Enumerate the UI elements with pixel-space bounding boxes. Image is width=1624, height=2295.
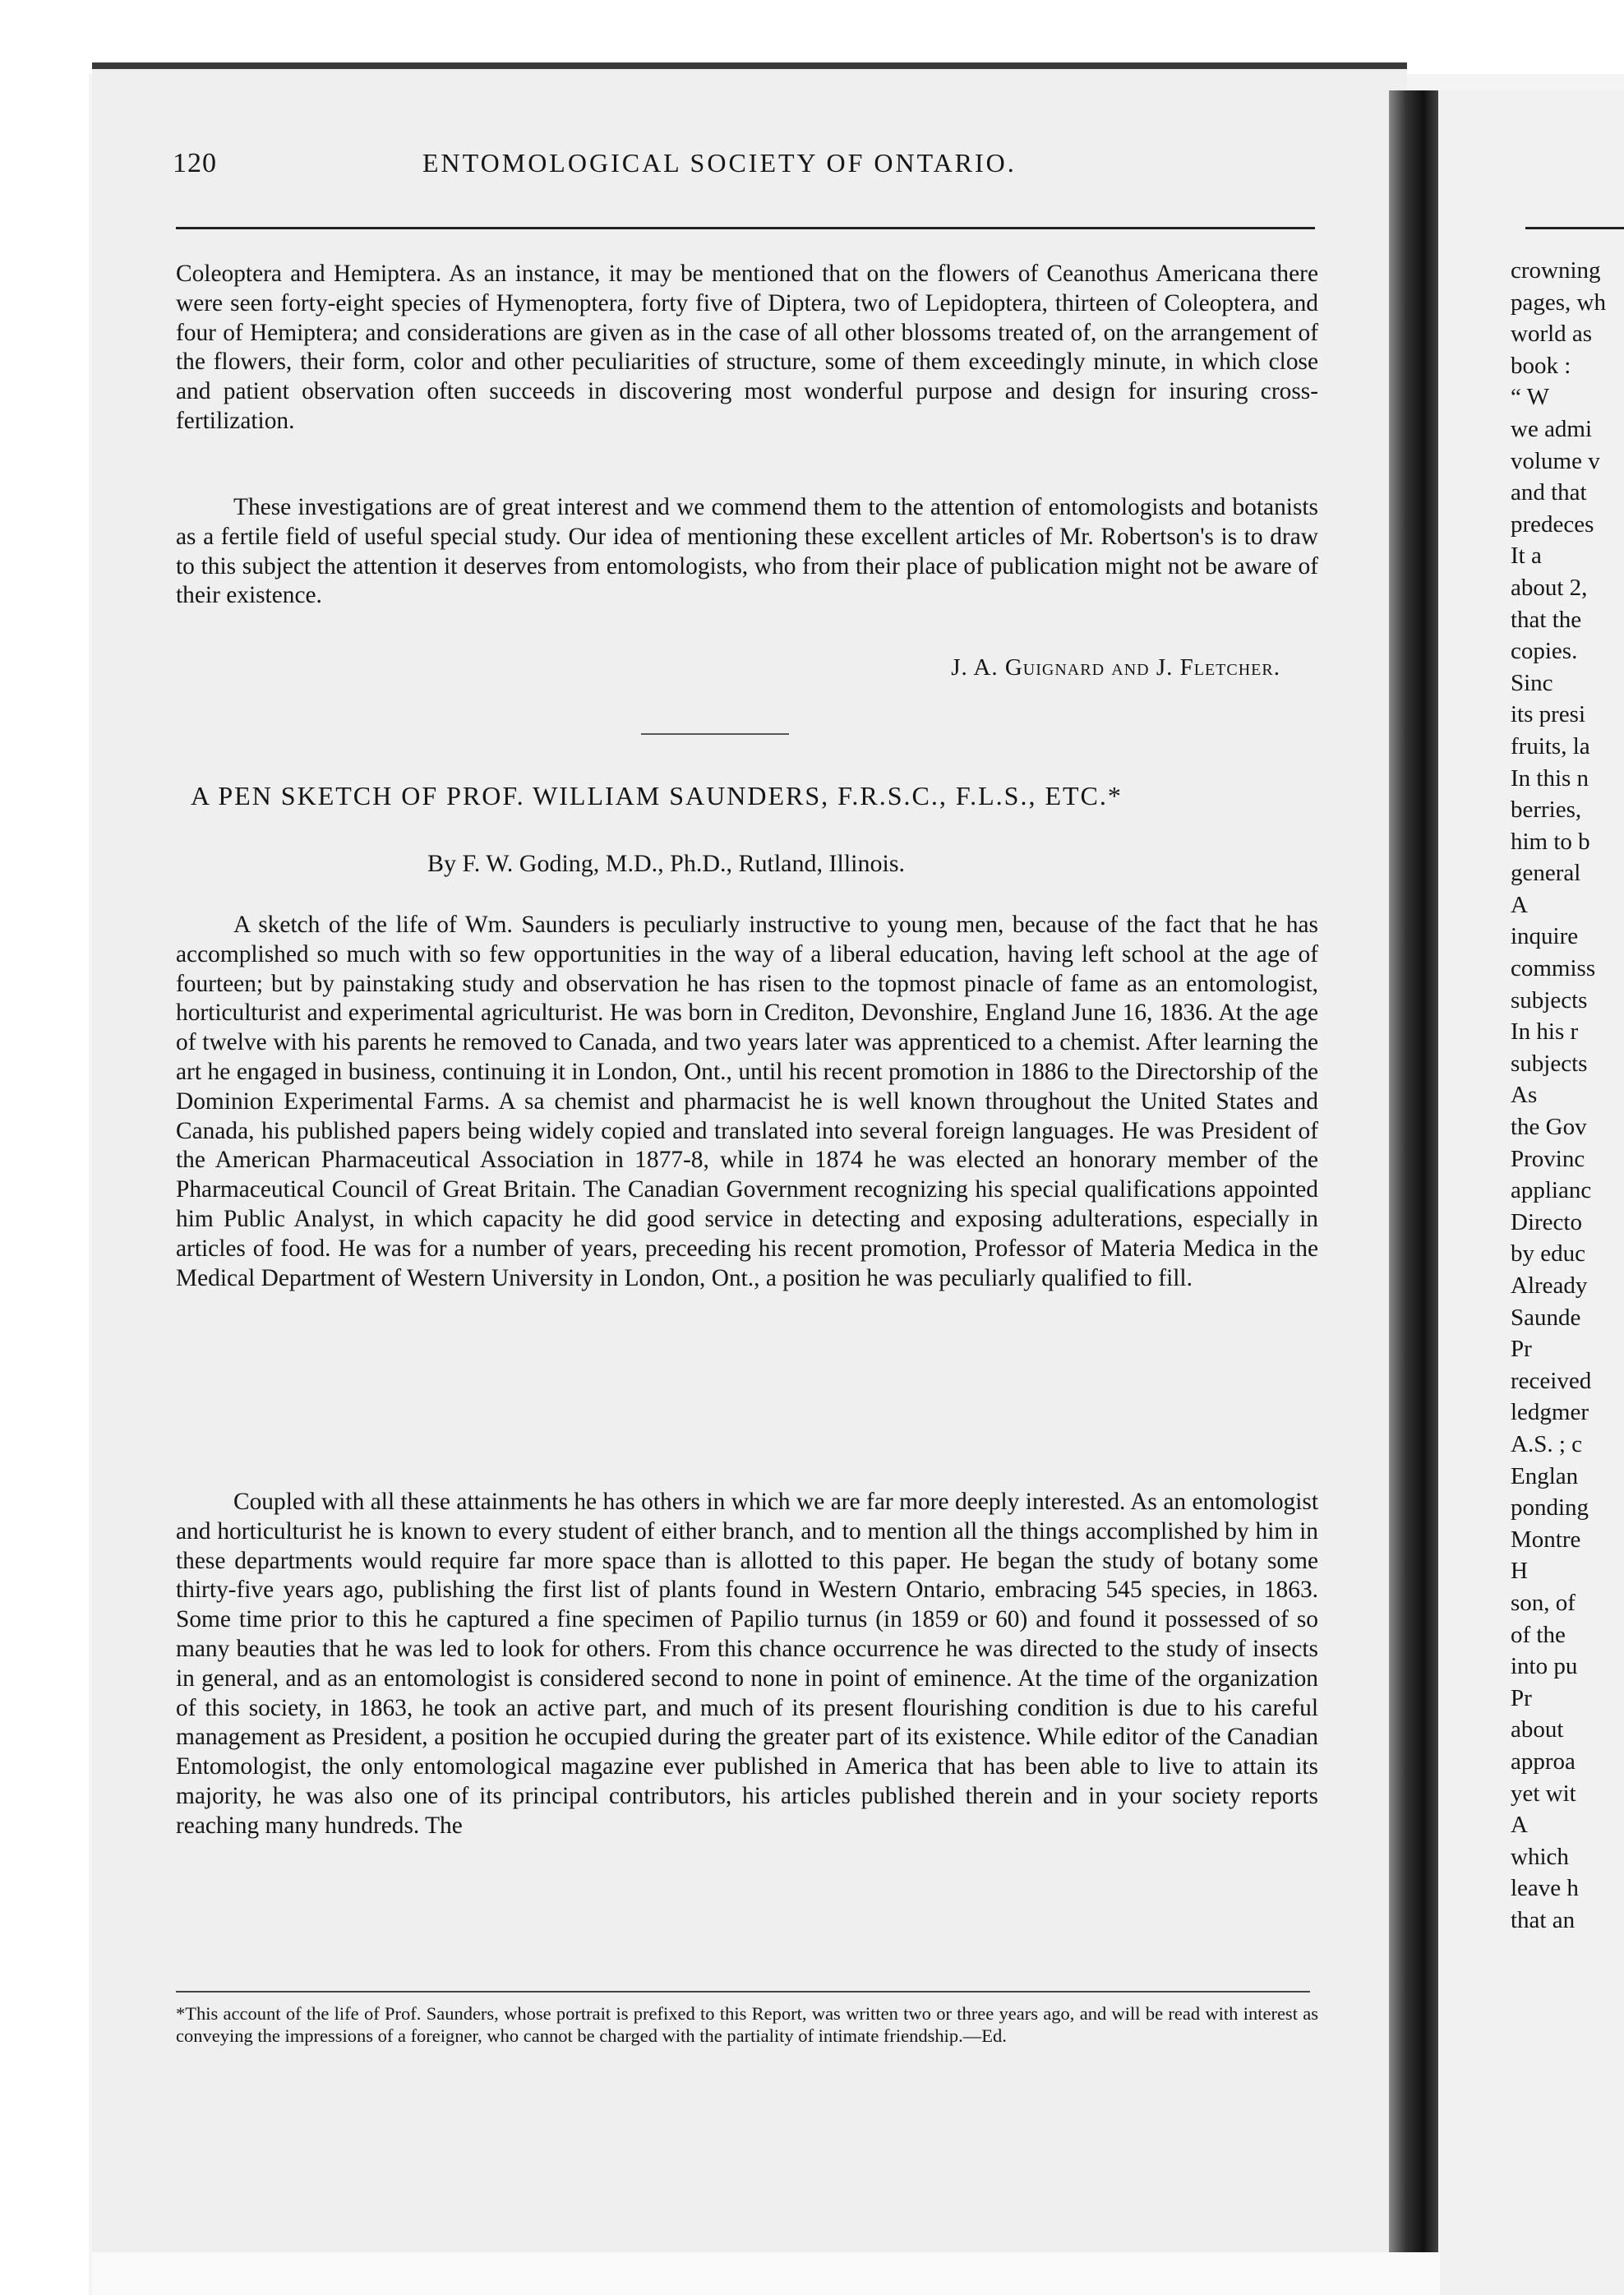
line-fragment: volume v	[1511, 447, 1600, 474]
line-fragment: Saunde	[1511, 1304, 1581, 1331]
line-fragment: its presi	[1511, 701, 1586, 728]
paragraph-investigations	[176, 493, 1318, 611]
line-fragment: Directo	[1511, 1208, 1582, 1235]
line-fragment: and that	[1511, 479, 1587, 506]
scan-margin-left	[0, 0, 89, 2295]
line-fragment: yet wit	[1511, 1780, 1576, 1807]
scan-margin-bottom	[92, 2252, 1440, 2295]
line-fragment: Pr	[1511, 1684, 1532, 1711]
paragraph-text: Coupled with all these attainments he has others in which we are far more deeply interested. As an entomologist and horticulturist he is known to every student of either branch, and to mention all the things accomplished by him in these departments would require far more space than is allotted to this paper. He began the study of botany some thirty-five years ago, publishing the first list of plants found in Western Ontario, embracing 545 species, in 1863. Some time prior to this he captured a fine specimen of Papilio turnus (in 1859 or 60) and found it possessed of so many beauties that he was led to look for others. From this chance occurrence he was directed to the study of insects in general, and as an entomologist is considered second to none in point of eminence. At the time of the organization of this society, in 1863, he took an active part, and much of its present flourishing condition is due to his careful management as President, a position he occupied during the greater part of its existence. While editor of the Canadian Entomologist, the only entomological magazine ever published in America that has been able to live to attain its majority, he was also one of its principal contributors, his articles published therein and in your society reports reaching many hundreds. The	[176, 1489, 1318, 1839]
line-fragment: leave h	[1511, 1875, 1579, 1902]
line-fragment: It a	[1511, 543, 1542, 570]
line-fragment: subjects	[1511, 1050, 1588, 1077]
paragraph-attainments	[176, 1488, 1318, 1841]
paragraph-text: Coleoptera and Hemiptera. As an instance, it may be mentioned that on the flowers of Ceanothus Americana there were seen forty-eight species of Hymenoptera, forty five of Diptera, two of Lepidoptera, thirteen of Coleoptera, and four of Hemiptera; and considerations are given as in the case of all other blossoms treated of, on the arrangement of the flowers, their form, color and other peculiarities of structure, some of them exceedingly minute, in which close and patient observation often succeeds in discovering most wonderful purpose and design for insuring cross-fertilization.	[176, 261, 1318, 434]
line-fragment: commiss	[1511, 955, 1596, 982]
line-fragment: that an	[1511, 1906, 1576, 1933]
line-fragment: by educ	[1511, 1240, 1585, 1268]
line-fragment: As	[1511, 1082, 1538, 1109]
authors-signature: J. A. Guignard and J. Fletcher.	[951, 654, 1280, 681]
line-fragment: In this n	[1511, 764, 1589, 792]
section-divider	[641, 733, 789, 735]
line-fragment: Provinc	[1511, 1145, 1585, 1172]
line-fragment: crowning	[1511, 257, 1601, 284]
line-fragment: about 2,	[1511, 574, 1588, 601]
line-fragment: Montre	[1511, 1526, 1581, 1553]
line-fragment: book :	[1511, 352, 1571, 379]
line-fragment: “ W	[1511, 384, 1549, 411]
line-fragment: Pr	[1511, 1336, 1532, 1363]
right-page-text	[1511, 255, 1624, 1936]
line-fragment: world as	[1511, 321, 1593, 348]
line-fragment: Sinc	[1511, 669, 1553, 696]
line-fragment: fruits, la	[1511, 732, 1590, 760]
line-fragment: predeces	[1511, 510, 1594, 538]
line-fragment: pages, wh	[1511, 289, 1606, 316]
running-head: ENTOMOLOGICAL SOCIETY OF ONTARIO.	[422, 148, 1017, 178]
line-fragment: ponding	[1511, 1494, 1589, 1522]
line-fragment: which	[1511, 1843, 1569, 1870]
line-fragment: inquire	[1511, 923, 1579, 950]
paragraph-text: These investigations are of great interest and we commend them to the attention of entomologists and botanists as a fertile field of useful special study. Our idea of mentioning these excellent articles of Mr. Robertson's is to draw to this subject the attention it deserves from entomologists, who from their place of publication might not be aware of their existence.	[176, 494, 1318, 609]
line-fragment: copies.	[1511, 638, 1578, 665]
line-fragment: son, of	[1511, 1589, 1576, 1616]
header-rule	[176, 227, 1315, 229]
line-fragment: approa	[1511, 1748, 1576, 1775]
page-header	[173, 148, 1315, 197]
paragraph-text: A sketch of the life of Wm. Saunders is peculiarly instructive to young men, because of the fact that he has accomplished so much with so few opportunities in the way of a liberal education, having left school at the age of fourteen; but by painstaking study and observation he has risen to the topmost pinacle of fame as an entomologist, horticulturist and experimental agriculturist. He was born in Crediton, Devonshire, England June 16, 1836. At the age of twelve with his parents he removed to Canada, and two years later was apprenticed to a chemist. After learning the art he engaged in business, continuing it in London, Ont., until his recent promotion in 1886 to the Directorship of the Dominion Experimental Farms. A sa chemist and pharmacist he is well known throughout the United States and Canada, his published papers being widely copied and translated into several foreign languages. He was President of the American Pharmaceutical Association in 1877-8, while in 1874 he was elected an honorary member of the Pharmaceutical Council of Great Britain. The Canadian Government recognizing his special qualifications appointed him Public Analyst, in which capacity he did good service in detecting and exposing adulterations, especially in articles of food. He was for a number of years, preceeding his recent promotion, Professor of Materia Medica in the Medical Department of Western University in London, Ont., a position he was peculiarly qualified to fill.	[176, 912, 1318, 1291]
article-title: A PEN SKETCH OF PROF. WILLIAM SAUNDERS, F.R.S.C., F.L.S., ETC.*	[191, 781, 1123, 810]
book-gutter-shadow	[1389, 90, 1438, 2285]
right-page-fragment	[1440, 90, 1624, 2295]
line-fragment: Already	[1511, 1272, 1588, 1299]
article-byline: By F. W. Goding, M.D., Ph.D., Rutland, Illinois.	[427, 850, 906, 877]
line-fragment: the Gov	[1511, 1114, 1587, 1141]
line-fragment: applianc	[1511, 1177, 1592, 1204]
line-fragment: we admi	[1511, 415, 1593, 442]
line-fragment: A	[1511, 891, 1528, 918]
footnote: *This account of the life of Prof. Saunders, whose portrait is prefixed to this Report, was written two or three years ago, and will be read with interest as conveying the impressions of a foreigner, who cannot be charged with the partiality of intimate friendship.—Ed.	[176, 2003, 1318, 2046]
footnote-rule	[176, 1991, 1310, 1993]
paragraph-sketch	[176, 911, 1318, 1293]
line-fragment: about	[1511, 1716, 1564, 1743]
header-rule	[1525, 227, 1624, 229]
line-fragment: H	[1511, 1558, 1528, 1585]
line-fragment: ledgmer	[1511, 1399, 1589, 1426]
line-fragment: subjects	[1511, 986, 1588, 1014]
line-fragment: general	[1511, 860, 1581, 887]
page-number: 120	[173, 148, 217, 178]
paragraph-continued	[176, 260, 1318, 436]
line-fragment: received	[1511, 1367, 1592, 1394]
line-fragment: A	[1511, 1812, 1528, 1839]
line-fragment: of the	[1511, 1621, 1566, 1648]
line-fragment: into pu	[1511, 1653, 1578, 1680]
line-fragment: A.S. ; c	[1511, 1430, 1582, 1457]
line-fragment: Englan	[1511, 1462, 1579, 1489]
line-fragment: that the	[1511, 606, 1582, 633]
line-fragment: In his r	[1511, 1018, 1579, 1046]
line-fragment: him to b	[1511, 828, 1590, 855]
line-fragment: berries,	[1511, 797, 1582, 824]
